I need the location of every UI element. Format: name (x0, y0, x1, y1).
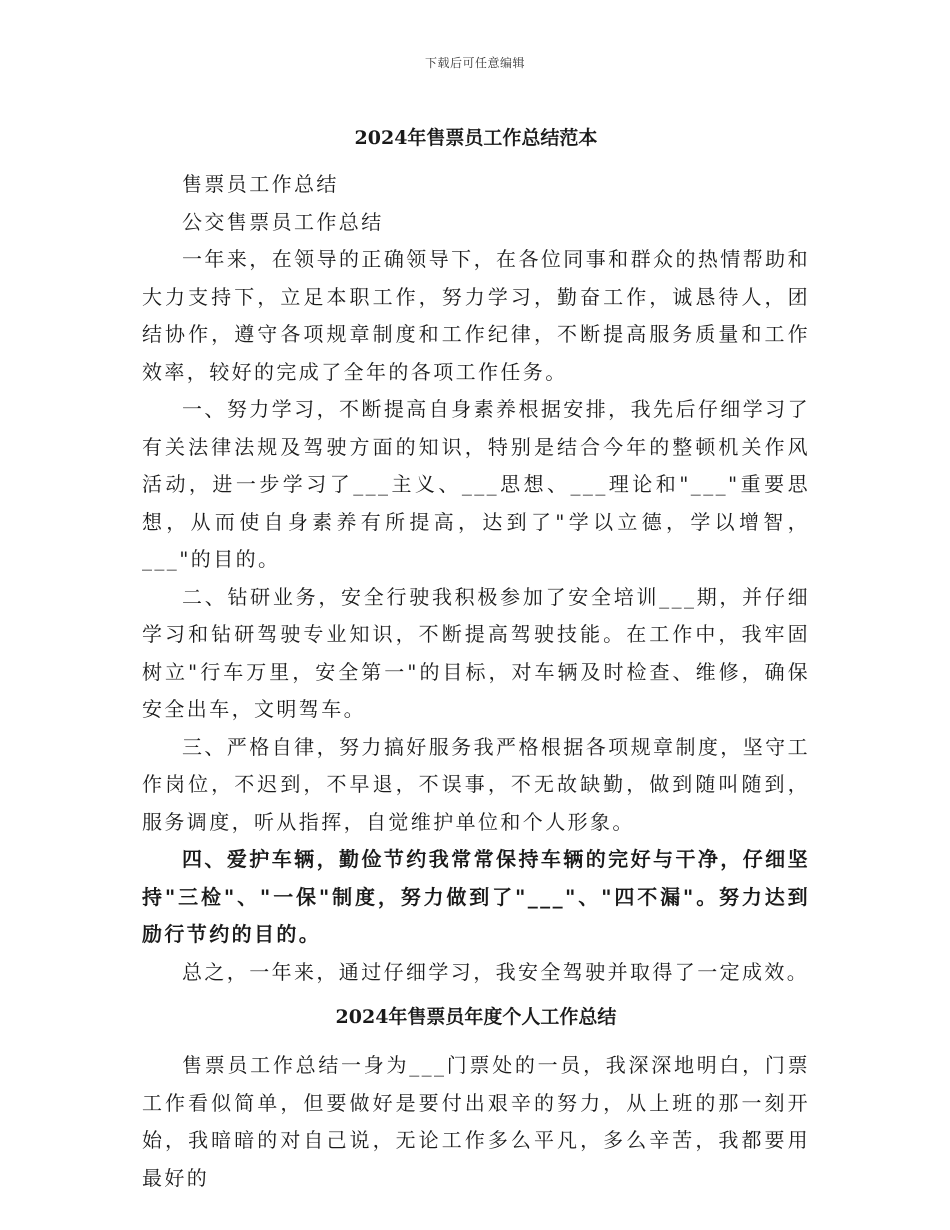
body-paragraph: 一年来，在领导的正确领导下，在各位同事和群众的热情帮助和大力支持下，立足本职工作，努力学习，勤奋工作，诚恳待人，团结协作，遵守各项规章制度和工作纪律，不断提高服务质量和工作效率，较好的完成了全年的各项工作任务。 (142, 247, 810, 384)
body-paragraph: 售票员工作总结一身为___门票处的一员，我深深地明白，门票工作看似简单，但要做好是要付出艰辛的努力，从上班的那一刻开始，我暗暗的对自己说，无论工作多么平凡，多么辛苦，我都要用最好的 (142, 1053, 810, 1190)
body-paragraph: 总之，一年来，通过仔细学习，我安全驾驶并取得了一定成效。 (182, 959, 810, 984)
document-title: 2024年售票员工作总结范本 (354, 127, 598, 149)
header-note: 下载后可任意编辑 (424, 56, 525, 70)
body-paragraph: 三、严格自律，努力搞好服务我严格根据各项规章制度，坚守工作岗位，不迟到，不早退，不误事，不无故缺勤，做到随叫随到，服务调度，听从指挥，自觉维护单位和个人形象。 (142, 734, 810, 834)
intro-line: 公交售票员工作总结 (182, 209, 384, 234)
body-paragraph: 二、钻研业务，安全行驶我积极参加了安全培训___期，并仔细学习和钻研驾驶专业知识，不断提高驾驶技能。在工作中，我牢固树立"行车万里，安全第一"的目标，对车辆及时检查、维修，确保安全出车，文明驾车。 (142, 584, 810, 721)
second-section-title: 2024年售票员年度个人工作总结 (335, 1006, 617, 1028)
bold-paragraph: 四、爱护车辆，勤俭节约我常常保持车辆的完好与干净，仔细坚持"三检"、"一保"制度，努力做到了"___"、"四不漏"。努力达到励行节约的目的。 (142, 847, 810, 946)
document-page (142, 118, 810, 1197)
body-paragraph: 一、努力学习，不断提高自身素养根据安排，我先后仔细学习了有关法律法规及驾驶方面的知识，特别是结合今年的整顿机关作风活动，进一步学习了___主义、___思想、___理论和"___"重要思想，从而使自身素养有所提高，达到了"学以立德，学以增智，___"的目的。 (142, 397, 810, 571)
intro-line: 售票员工作总结 (182, 172, 339, 196)
